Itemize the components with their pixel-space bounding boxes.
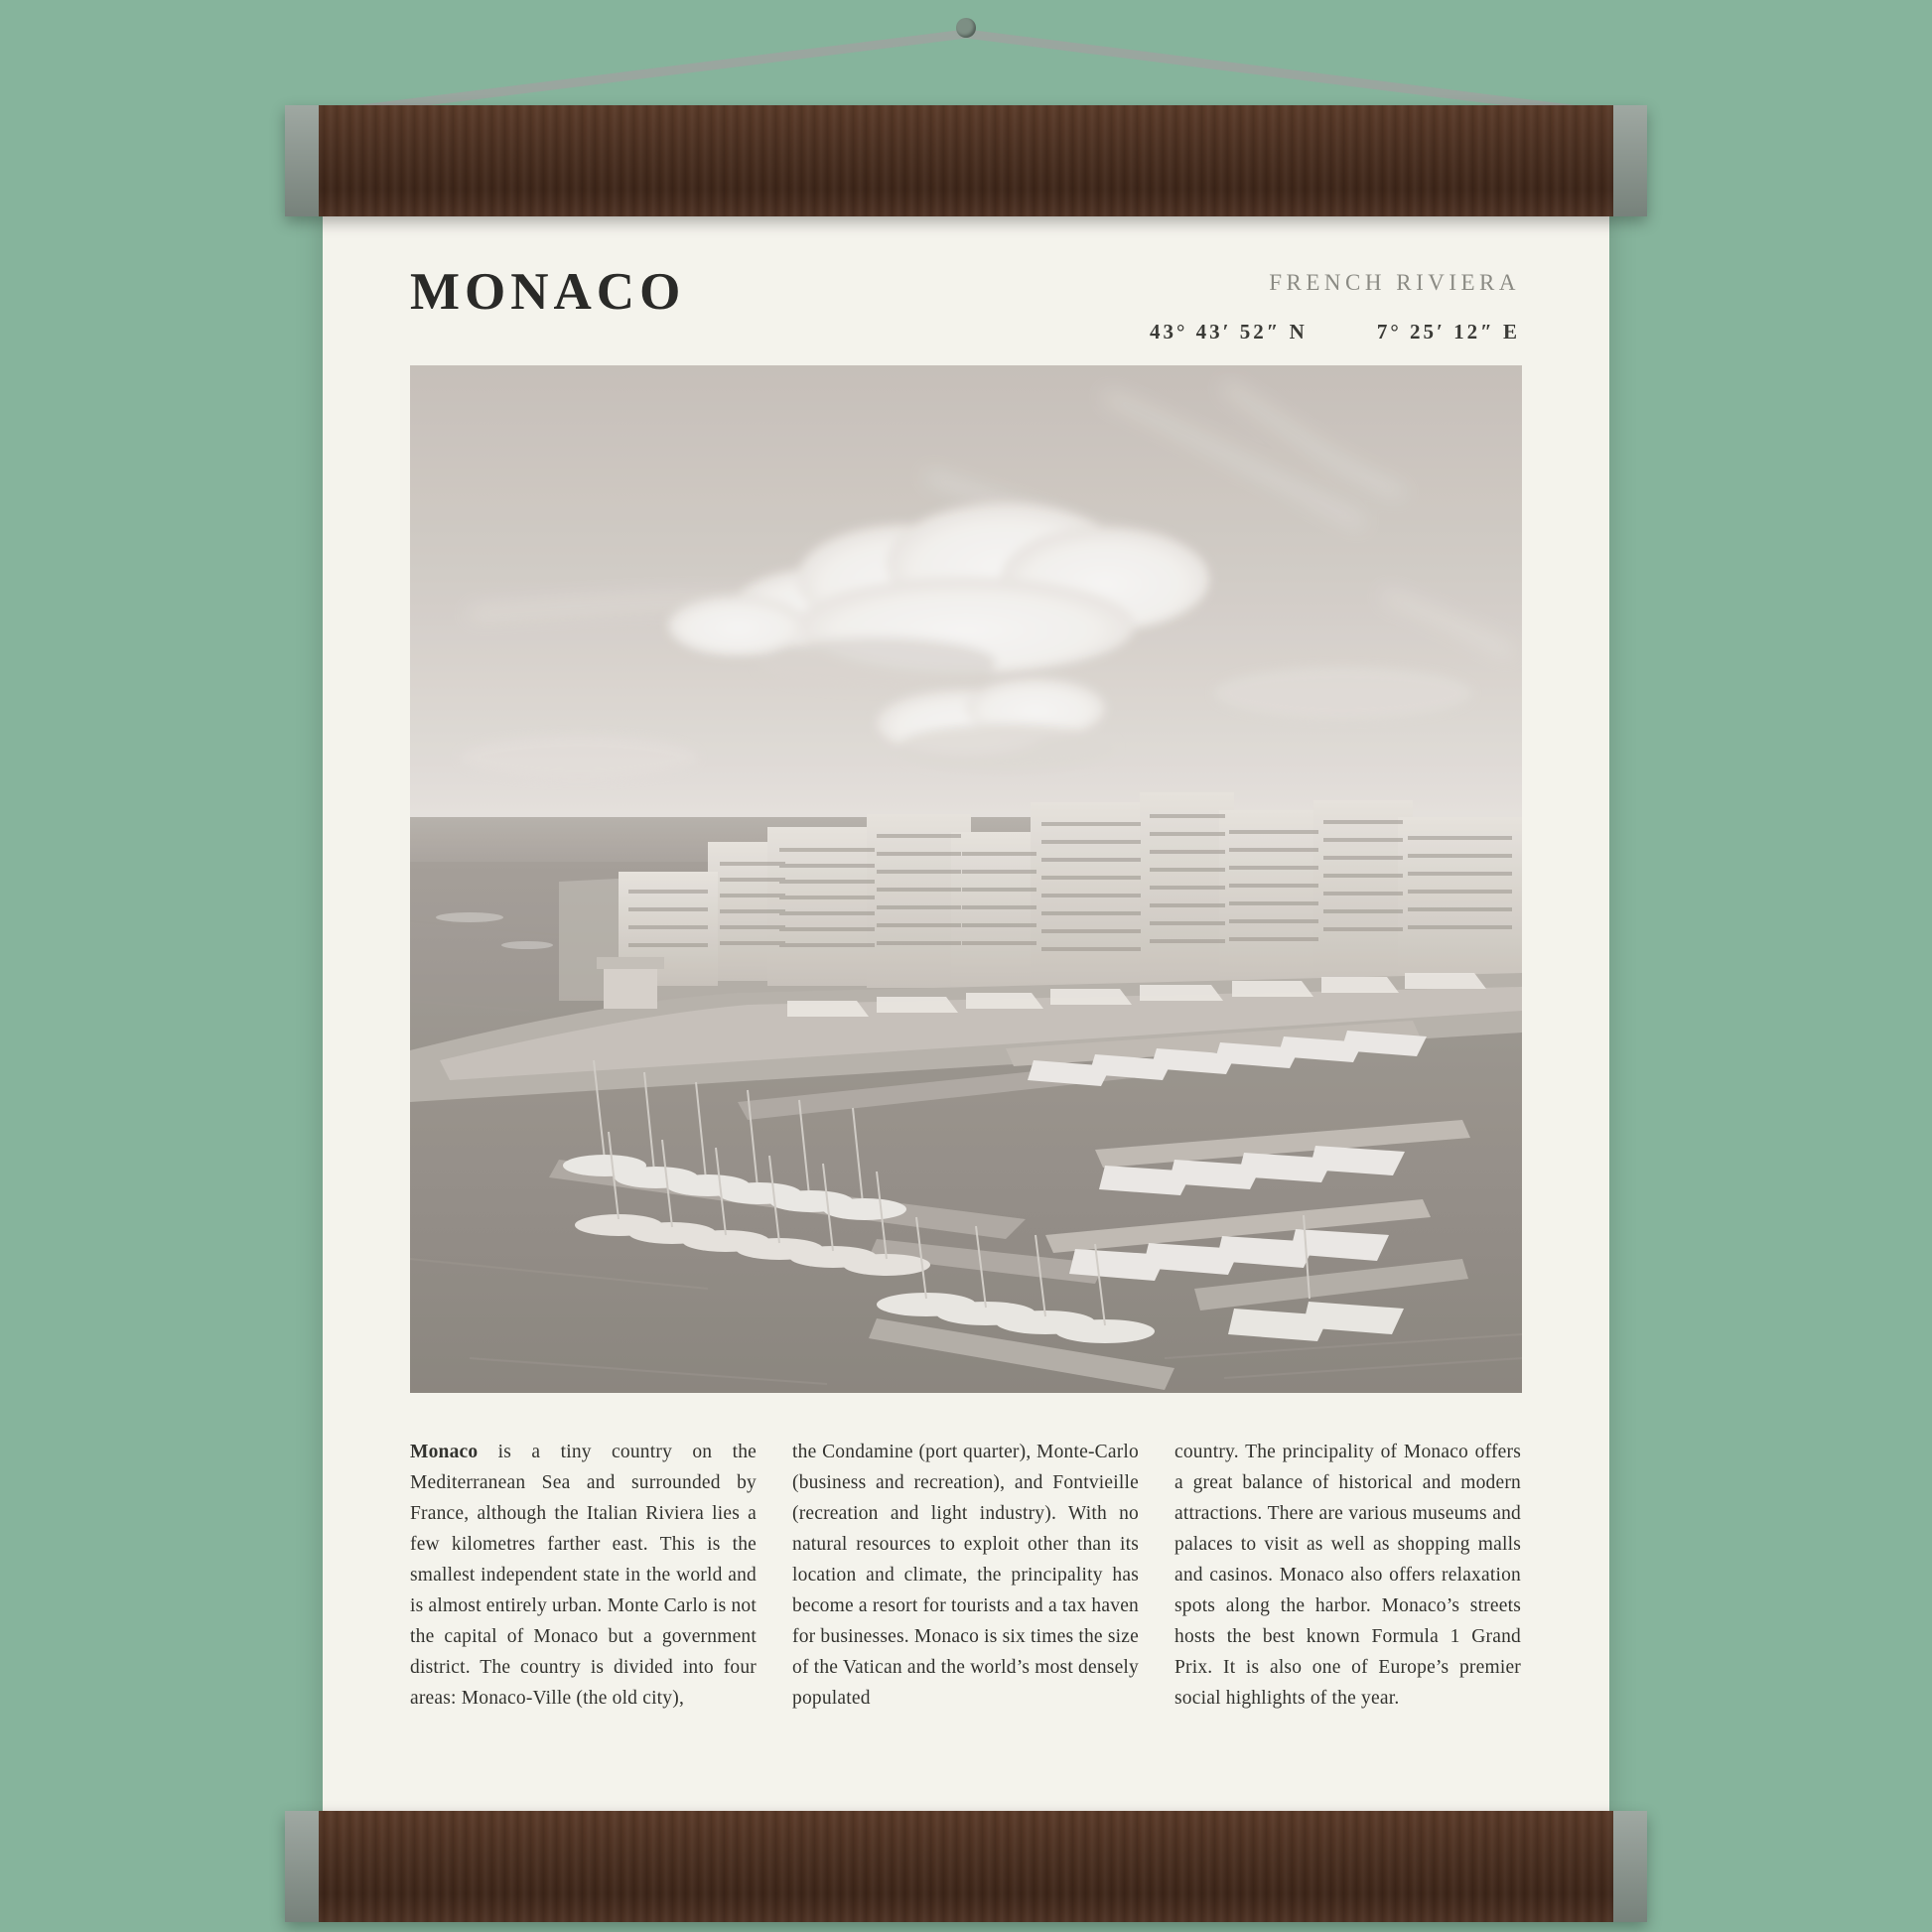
region-label: FRENCH RIVIERA [1269,270,1520,295]
body-column-3: country. The principality of Monaco offers a great balance of historical and modern attractions. There are various museums and palaces to visit as well as shopping malls and casinos. Monaco also offers relaxation spots along the harbor. Monaco’s streets hosts the best known Formula 1 Grand Prix. It is also one of Europe’s premier social highlights of the year. [1174,1442,1521,1709]
poster-header [410,258,1522,365]
poster [285,105,1647,1922]
page-title: MONACO [410,263,686,321]
hanger-rail-bottom [285,1811,1647,1922]
body-lead-word: Monaco [410,1442,479,1462]
body-columns [410,1437,1522,1714]
body-column-1 [410,1437,757,1714]
coordinates [1150,320,1520,345]
hanger-rail-top [285,105,1647,216]
hanger-clip-top-right [1613,105,1647,216]
poster-sheet [323,197,1609,1831]
body-column-1-text: is a tiny country on the Mediterranean Sea and surrounded by France, although the Italian Riviera lies a few kilometres farther east. This is the smallest independent state in the world and is almost entirely urban. Monte Carlo is not the capital of Monaco but a government district. The country is divided into four areas: Monaco-Ville (the old city), [410,1442,757,1709]
longitude-value: 7° 25′ 12″ E [1376,320,1520,344]
hanger-clip-bottom-left [285,1811,319,1922]
harbour-photo [410,365,1522,1393]
body-column-2: the Condamine (port quarter), Monte-Carlo (business and recreation), and Fontvieille (recreation and light industry). With no natural resources to exploit other than its location and climate, the principality has become a resort for tourists and a tax haven for businesses. Monaco is six times the size of the Vatican and the world’s most densely populated [792,1442,1139,1709]
latitude-value: 43° 43′ 52″ N [1150,320,1308,344]
hanger-clip-bottom-right [1613,1811,1647,1922]
wall-nail [956,18,976,38]
hanger-clip-top-left [285,105,319,216]
